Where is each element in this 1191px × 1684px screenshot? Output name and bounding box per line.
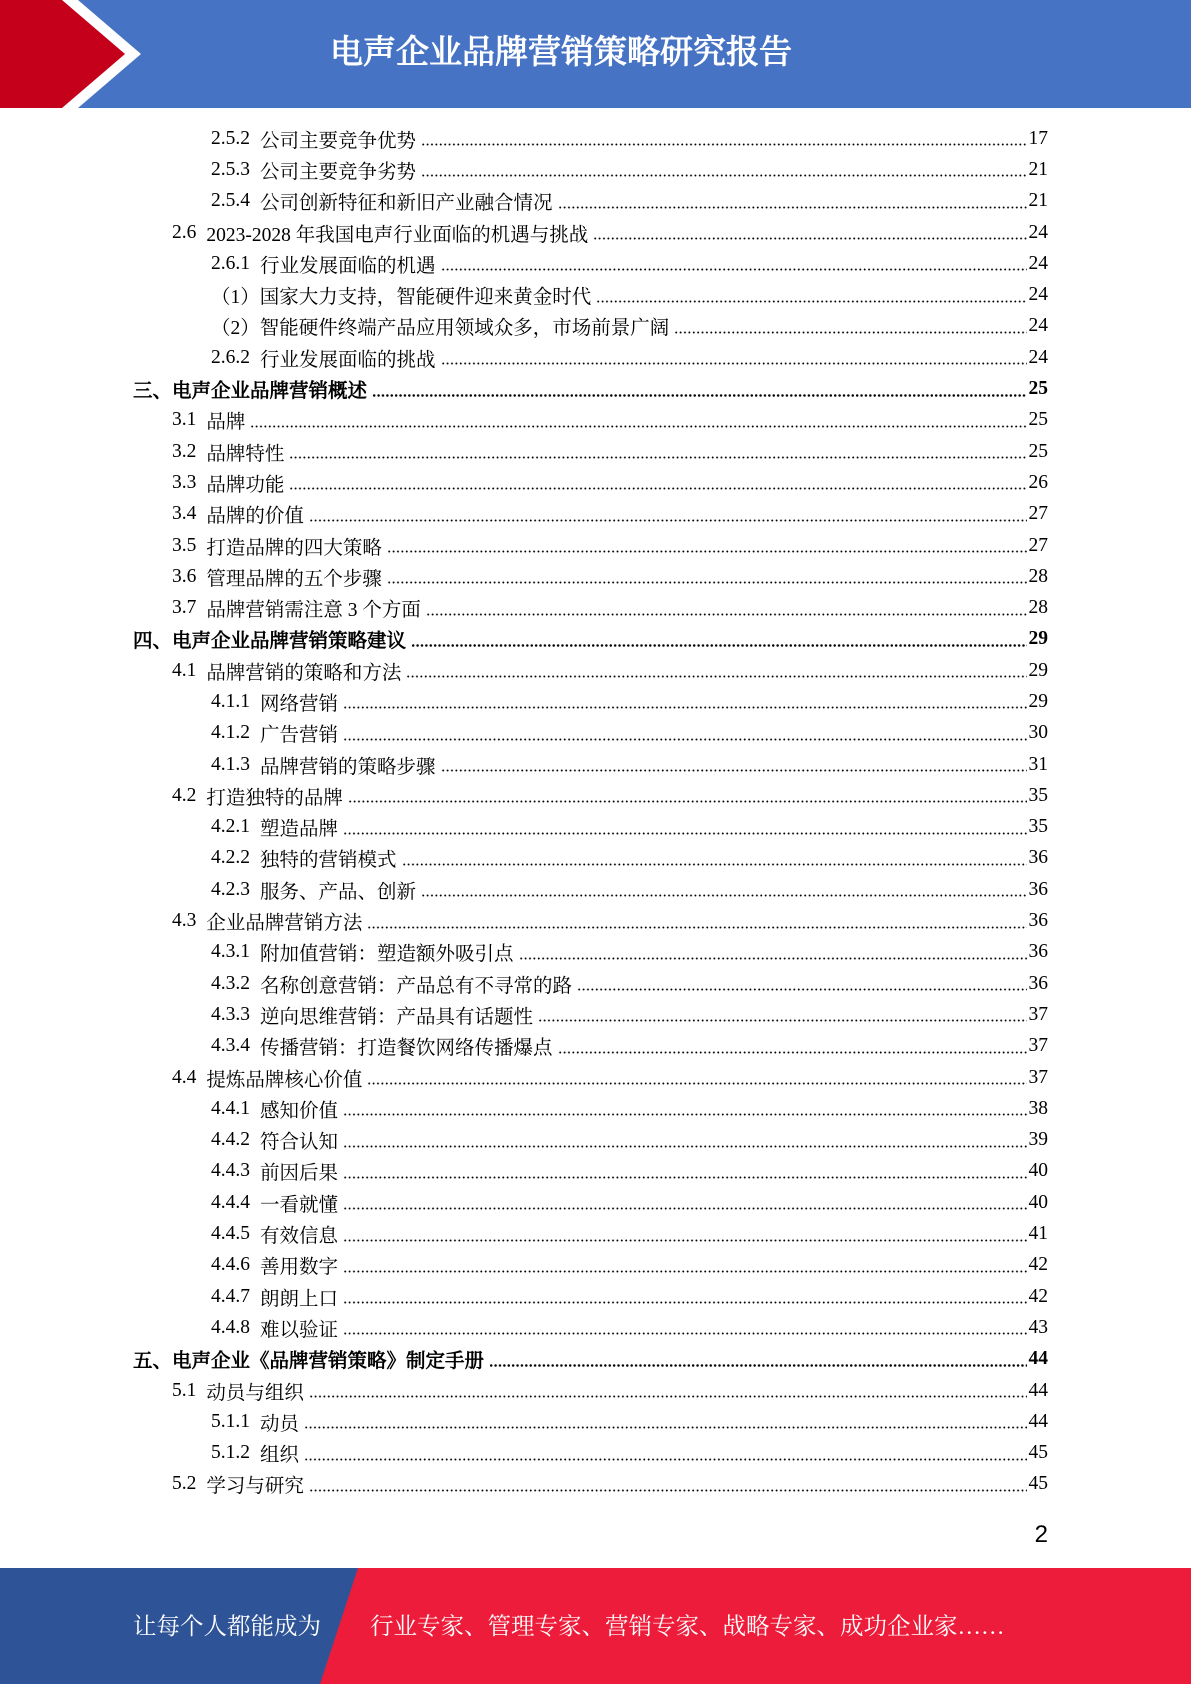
toc-entry — [0, 749, 1048, 780]
toc-entry — [0, 686, 1048, 717]
toc-entry-number: 5.1 — [172, 1379, 197, 1401]
toc-entry — [0, 530, 1048, 561]
toc-entry-number: 3.4 — [172, 503, 197, 525]
toc-entry-title: 塑造品牌 — [260, 819, 339, 841]
toc-entry-page: 35 — [1028, 784, 1048, 806]
toc-entry-page: 27 — [1028, 534, 1048, 556]
toc-entry — [0, 655, 1048, 686]
toc-entry-title: 逆向思维营销：产品具有话题性 — [260, 1006, 534, 1028]
toc-dot-leader — [421, 174, 1026, 177]
toc-entry-number: 4.1 — [172, 659, 197, 681]
toc-entry-title: 打造品牌的四大策略 — [206, 537, 382, 559]
toc-entry-number: 4.2.1 — [211, 816, 250, 838]
toc-entry-title: 附加值营销：塑造额外吸引点 — [260, 944, 514, 966]
toc-entry-number: 2.5.2 — [211, 127, 250, 149]
toc-dot-leader — [406, 675, 1026, 678]
toc-entry-title: 公司创新特征和新旧产业融合情况 — [260, 193, 553, 215]
toc-entry — [0, 1062, 1048, 1093]
toc-dot-leader — [387, 550, 1027, 553]
toc-entry — [0, 843, 1048, 874]
toc-dot-leader — [489, 1364, 1026, 1367]
toc-entry-title: 名称创意营销：产品总有不寻常的路 — [260, 975, 573, 997]
toc-entry — [0, 905, 1048, 936]
toc-entry — [0, 1312, 1048, 1343]
toc-dot-leader — [309, 1395, 1027, 1398]
toc-dot-leader — [421, 143, 1026, 146]
toc-entry — [0, 1218, 1048, 1249]
toc-entry-number: （2） — [211, 318, 260, 340]
toc-dot-leader — [441, 769, 1027, 772]
toc-entry-title: 品牌特性 — [206, 443, 285, 465]
toc-entry-number: 4.3.4 — [211, 1035, 250, 1057]
toc-entry-page: 25 — [1028, 440, 1048, 462]
toc-entry-title: 组织 — [260, 1445, 300, 1467]
toc-entry-page: 42 — [1028, 1285, 1048, 1307]
toc-entry — [0, 123, 1048, 154]
toc-entry — [0, 592, 1048, 623]
toc-entry-page: 44 — [1028, 1410, 1048, 1432]
toc-entry-title: 服务、产品、创新 — [260, 881, 417, 903]
toc-entry-page: 27 — [1028, 503, 1048, 525]
toc-entry-page: 41 — [1028, 1223, 1048, 1245]
toc-entry — [0, 1250, 1048, 1281]
toc-entry-title: 管理品牌的五个步骤 — [206, 568, 382, 590]
toc-dot-leader — [367, 926, 1026, 929]
toc-entry — [0, 279, 1048, 310]
toc-entry-title: 品牌的价值 — [206, 506, 304, 528]
toc-dot-leader — [309, 1489, 1027, 1492]
toc-dot-leader — [411, 644, 1026, 647]
toc-entry-number: 3.5 — [172, 534, 197, 556]
toc-entry-page: 36 — [1028, 941, 1048, 963]
toc-entry-title: 前因后果 — [260, 1163, 339, 1185]
toc-dot-leader — [343, 832, 1026, 835]
toc-entry-number: 4.1.2 — [211, 722, 250, 744]
toc-entry-title: 一看就懂 — [260, 1194, 339, 1216]
toc-entry-title: 三、电声企业品牌营销概述 — [133, 381, 368, 403]
toc-entry-title: 四、电声企业品牌营销策略建议 — [133, 631, 407, 653]
toc-dot-leader — [593, 237, 1026, 240]
toc-entry-number: 4.3.3 — [211, 1003, 250, 1025]
toc-entry-page: 43 — [1028, 1316, 1048, 1338]
toc-entry-page: 42 — [1028, 1254, 1048, 1276]
toc-entry-page: 25 — [1028, 409, 1048, 431]
toc-dot-leader — [309, 519, 1027, 522]
toc-entry — [0, 342, 1048, 373]
toc-entry-title: 品牌 — [206, 412, 246, 434]
toc-entry-number: 4.4.5 — [211, 1223, 250, 1245]
toc-entry-number: 3.3 — [172, 471, 197, 493]
toc-entry-number: 4.4 — [172, 1066, 197, 1088]
toc-dot-leader — [343, 1145, 1026, 1148]
toc-entry-number: 4.4.1 — [211, 1097, 250, 1119]
toc-entry-page: 21 — [1028, 190, 1048, 212]
toc-entry-number: 4.4.4 — [211, 1191, 250, 1213]
toc-entry — [0, 405, 1048, 436]
toc-entry-title: 传播营销：打造餐饮网络传播爆点 — [260, 1038, 553, 1060]
toc-entry-number: 4.4.8 — [211, 1316, 250, 1338]
toc-entry-page: 40 — [1028, 1160, 1048, 1182]
toc-chapter-entry — [0, 1344, 1048, 1375]
toc-dot-leader — [343, 1332, 1026, 1335]
toc-entry-page: 21 — [1028, 158, 1048, 180]
toc-entry — [0, 1031, 1048, 1062]
toc-entry-number: 4.3.2 — [211, 972, 250, 994]
toc-dot-leader — [387, 581, 1027, 584]
toc-entry-title: 品牌营销的策略步骤 — [260, 756, 436, 778]
toc-dot-leader — [402, 863, 1027, 866]
toc-entry-page: 44 — [1028, 1379, 1048, 1401]
toc-entry-number: 4.4.3 — [211, 1160, 250, 1182]
toc-entry-page: 30 — [1028, 722, 1048, 744]
toc-entry — [0, 154, 1048, 185]
toc-entry-page: 29 — [1028, 690, 1048, 712]
toc-entry — [0, 937, 1048, 968]
toc-entry — [0, 874, 1048, 905]
toc-entry — [0, 248, 1048, 279]
toc-entry — [0, 1125, 1048, 1156]
toc-entry-title: 动员 — [260, 1413, 300, 1435]
toc-dot-leader — [343, 1176, 1026, 1179]
toc-entry-page: 28 — [1028, 597, 1048, 619]
toc-entry — [0, 999, 1048, 1030]
toc-entry-page: 36 — [1028, 910, 1048, 932]
toc-entry-page: 26 — [1028, 471, 1048, 493]
toc-entry-page: 24 — [1028, 252, 1048, 274]
toc-entry — [0, 217, 1048, 248]
toc-entry-number: 4.4.7 — [211, 1285, 250, 1307]
toc-entry — [0, 561, 1048, 592]
toc-entry-title: 难以验证 — [260, 1319, 339, 1341]
toc-entry-title: 广告营销 — [260, 725, 339, 747]
table-of-contents — [0, 123, 1048, 1500]
toc-dot-leader — [289, 456, 1026, 459]
toc-dot-leader — [348, 800, 1027, 803]
toc-entry-page: 31 — [1028, 753, 1048, 775]
toc-entry-page: 36 — [1028, 972, 1048, 994]
toc-entry-page: 24 — [1028, 221, 1048, 243]
toc-entry-number: 3.1 — [172, 409, 197, 431]
toc-chapter-entry — [0, 373, 1048, 404]
toc-entry-title: 独特的营销模式 — [260, 850, 397, 872]
toc-entry — [0, 718, 1048, 749]
toc-entry — [0, 780, 1048, 811]
toc-entry — [0, 499, 1048, 530]
toc-entry-page: 28 — [1028, 565, 1048, 587]
toc-entry-number: 4.3 — [172, 910, 197, 932]
toc-entry-page: 17 — [1028, 127, 1048, 149]
toc-entry-page: 37 — [1028, 1066, 1048, 1088]
footer-slogan-left: 让每个人都能成为 — [133, 1614, 321, 1640]
report-title: 电声企业品牌营销策略研究报告 — [330, 33, 792, 70]
toc-entry-number: 4.2.3 — [211, 878, 250, 900]
toc-entry-number: 2.5.3 — [211, 158, 250, 180]
toc-entry-page: 29 — [1028, 628, 1048, 650]
toc-dot-leader — [441, 362, 1027, 365]
toc-dot-leader — [343, 1239, 1026, 1242]
toc-entry-title: 动员与组织 — [206, 1382, 304, 1404]
toc-dot-leader — [426, 613, 1027, 616]
toc-entry-title: 2023-2028 年我国电声行业面临的机遇与挑战 — [206, 224, 589, 246]
toc-entry-page: 29 — [1028, 659, 1048, 681]
toc-entry — [0, 467, 1048, 498]
toc-dot-leader — [519, 957, 1027, 960]
toc-entry-title: 五、电声企业《品牌营销策略》制定手册 — [133, 1351, 485, 1373]
toc-entry-page: 45 — [1028, 1473, 1048, 1495]
footer-slogan-right: 行业专家、管理专家、营销专家、战略专家、成功企业家…… — [370, 1614, 1005, 1640]
toc-entry-title: 品牌功能 — [206, 474, 285, 496]
toc-entry-title: 企业品牌营销方法 — [206, 913, 363, 935]
toc-entry-number: 4.1.3 — [211, 753, 250, 775]
toc-entry-number: 4.4.2 — [211, 1129, 250, 1151]
toc-entry-number: 2.5.4 — [211, 190, 250, 212]
toc-entry-number: 3.6 — [172, 565, 197, 587]
toc-entry-page: 36 — [1028, 878, 1048, 900]
toc-entry-title: 学习与研究 — [206, 1476, 304, 1498]
toc-dot-leader — [343, 1207, 1026, 1210]
toc-dot-leader — [304, 1458, 1026, 1461]
toc-entry-number: 2.6.2 — [211, 346, 250, 368]
toc-entry — [0, 436, 1048, 467]
toc-entry-title: 感知价值 — [260, 1100, 339, 1122]
toc-dot-leader — [343, 1270, 1026, 1273]
toc-dot-leader — [343, 1301, 1026, 1304]
toc-entry-number: 5.1.1 — [211, 1410, 250, 1432]
toc-entry-page: 35 — [1028, 816, 1048, 838]
toc-entry — [0, 186, 1048, 217]
toc-chapter-entry — [0, 624, 1048, 655]
toc-dot-leader — [577, 988, 1026, 991]
toc-entry-title: 网络营销 — [260, 693, 339, 715]
toc-entry-title: 品牌营销的策略和方法 — [206, 662, 402, 684]
toc-entry — [0, 1156, 1048, 1187]
toc-entry-number: 4.2 — [172, 784, 197, 806]
page-header — [0, 0, 1191, 108]
toc-entry-page: 38 — [1028, 1097, 1048, 1119]
toc-entry-number: 5.2 — [172, 1473, 197, 1495]
toc-entry — [0, 1406, 1048, 1437]
toc-dot-leader — [421, 894, 1026, 897]
toc-entry-number: 5.1.2 — [211, 1442, 250, 1464]
toc-entry — [0, 1281, 1048, 1312]
toc-entry-title: 行业发展面临的机遇 — [260, 255, 436, 277]
toc-entry-page: 24 — [1028, 284, 1048, 306]
toc-dot-leader — [372, 394, 1026, 397]
toc-entry-page: 37 — [1028, 1035, 1048, 1057]
toc-entry-page: 25 — [1028, 378, 1048, 400]
toc-entry-title: 朗朗上口 — [260, 1288, 339, 1310]
toc-entry — [0, 1469, 1048, 1500]
toc-dot-leader — [538, 1019, 1026, 1022]
toc-entry — [0, 1375, 1048, 1406]
toc-entry — [0, 311, 1048, 342]
toc-dot-leader — [343, 738, 1026, 741]
toc-entry-number: 2.6.1 — [211, 252, 250, 274]
toc-entry — [0, 1093, 1048, 1124]
toc-entry-title: 符合认知 — [260, 1132, 339, 1154]
toc-entry-title: 公司主要竞争劣势 — [260, 161, 417, 183]
toc-dot-leader — [558, 1051, 1027, 1054]
toc-entry-title: 行业发展面临的挑战 — [260, 349, 436, 371]
toc-dot-leader — [367, 1082, 1026, 1085]
toc-entry-page: 45 — [1028, 1442, 1048, 1464]
toc-dot-leader — [250, 425, 1026, 428]
toc-dot-leader — [343, 706, 1026, 709]
toc-entry-title: 打造独特的品牌 — [206, 787, 343, 809]
toc-entry-number: （1） — [211, 287, 260, 309]
toc-entry-number: 3.7 — [172, 597, 197, 619]
toc-entry-page: 44 — [1028, 1348, 1048, 1370]
toc-entry-number: 3.2 — [172, 440, 197, 462]
toc-entry-title: 智能硬件终端产品应用领域众多，市场前景广阔 — [259, 318, 670, 340]
toc-entry-title: 国家大力支持，智能硬件迎来黄金时代 — [259, 287, 592, 309]
toc-dot-leader — [304, 1426, 1026, 1429]
toc-entry — [0, 1437, 1048, 1468]
toc-entry-page: 24 — [1028, 315, 1048, 337]
toc-entry — [0, 968, 1048, 999]
toc-entry-page: 39 — [1028, 1129, 1048, 1151]
page-number: 2 — [1034, 1521, 1048, 1548]
toc-entry-page: 24 — [1028, 346, 1048, 368]
toc-dot-leader — [674, 331, 1026, 334]
toc-entry-title: 公司主要竞争优势 — [260, 130, 417, 152]
toc-entry-page: 36 — [1028, 847, 1048, 869]
toc-entry-number: 4.2.2 — [211, 847, 250, 869]
toc-entry-title: 品牌营销需注意 3 个方面 — [206, 600, 421, 622]
toc-entry-number: 4.1.1 — [211, 690, 250, 712]
toc-entry — [0, 812, 1048, 843]
toc-entry-page: 37 — [1028, 1003, 1048, 1025]
toc-entry — [0, 1187, 1048, 1218]
toc-entry-title: 善用数字 — [260, 1257, 339, 1279]
toc-dot-leader — [343, 1113, 1026, 1116]
toc-entry-title: 提炼品牌核心价值 — [206, 1069, 363, 1091]
toc-entry-title: 有效信息 — [260, 1226, 339, 1248]
toc-dot-leader — [596, 300, 1026, 303]
page-footer — [0, 1568, 1191, 1684]
toc-entry-number: 4.3.1 — [211, 941, 250, 963]
toc-dot-leader — [289, 487, 1026, 490]
toc-entry-number: 4.4.6 — [211, 1254, 250, 1276]
toc-entry-page: 40 — [1028, 1191, 1048, 1213]
toc-dot-leader — [558, 206, 1027, 209]
toc-dot-leader — [441, 268, 1027, 271]
toc-entry-number: 2.6 — [172, 221, 197, 243]
